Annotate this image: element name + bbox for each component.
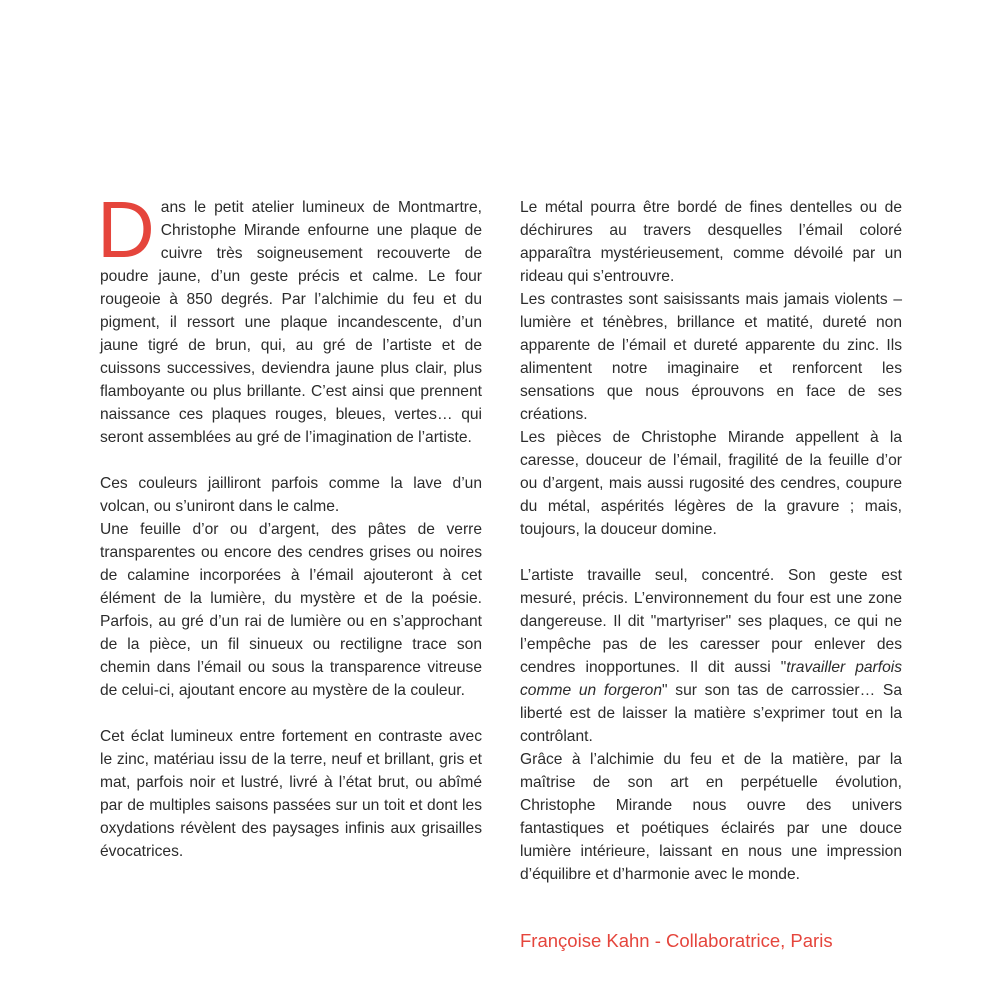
drop-cap: D: [97, 185, 155, 274]
artist-quote-italic: travailler parfois comme un forgeron: [520, 659, 903, 699]
right-column: [520, 196, 902, 886]
paragraph-intro: [97, 185, 482, 449]
paragraph-gold-leaf: Une feuille d’or ou d’argent, des pâtes de verre transparentes ou encore des cendres grises ou noires de calamine incorporées à l’émail ajouteront à cet élément de la lumière, du mystère et de la poésie. Parfois, au gré d’un rai de lumière ou en s’approchant de la pièce, un fil sinueux ou rectiligne trace son chemin dans l’émail ou sous la transparence vitreuse de celui-ci, ajoutant encore au mystère de la couleur.: [100, 521, 482, 699]
paragraph-conclusion: Grâce à l’alchimie du feu et de la matière, par la maîtrise de son art en perpétuelle évolution, Christophe Mirande nous ouvre des univers fantastiques et poétiques éclairés par une douce lumière intérieure, laissant en nous une impression d’équilibre et d’harmonie avec le monde.: [520, 751, 902, 883]
paragraph-spacer: [100, 449, 482, 472]
paragraph-contrasts: Les contrastes sont saisissants mais jamais violents – lumière et ténèbres, brillance et matité, dureté non apparente de l’émail et dureté apparente du zinc. Ils alimentent notre imaginaire et renforcent les sensations que nous éprouvons en face de ses créations.: [520, 291, 902, 423]
author-signature: Françoise Kahn - Collaboratrice, Paris: [520, 930, 833, 951]
paragraph-metal: Le métal pourra être bordé de fines dentelles ou de déchirures au travers desquelles l’émail coloré apparaîtra mystérieusement, comme dévoilé par un rideau qui s’entrouvre.: [520, 199, 902, 285]
paragraph-pieces: Les pièces de Christophe Mirande appellent à la caresse, douceur de l’émail, fragilité de la feuille d’or ou d’argent, mais aussi rugosité des cendres, coupure du métal, aspérités légères de la gravure ; mais, toujours, la douceur domine.: [520, 429, 902, 538]
paragraph-artist: [520, 564, 902, 748]
paragraph-spacer: [100, 702, 482, 725]
paragraph-intro-text: ans le petit atelier lumineux de Montmartre, Christophe Mirande enfourne une plaque de cuivre très soigneusement recouverte de poudre jaune, d’un geste précis et calme. Le four rougeoie à 850 degrés. Par l’alchimie du feu et du pigment, il ressort une plaque incandescente, d’un jaune tigré de brun, qui, au gré de l’artiste et de cuissons successives, deviendra jaune plus clair, plus flamboyante ou plus brillante. C’est ainsi que prennent naissance ces plaques rouges, bleues, vertes… qui seront assemblées au gré de l’imagination de l’artiste.: [100, 199, 482, 446]
artist-text-a: L’artiste travaille seul, concentré. Son geste est mesuré, précis. L’environnement du four est une zone dangereuse. Il dit "martyriser" ses plaques, ce qui ne l’empêche pas de les caresser pour enlever des cendres inopportunes. Il dit aussi ": [520, 567, 902, 676]
artist-text-b: " sur son tas de carrossier… Sa liberté est de laisser la matière s’exprimer tout en la contrôlant.: [520, 682, 902, 745]
paragraph-spacer: [520, 541, 902, 564]
paragraph-colors: Ces couleurs jailliront parfois comme la lave d’un volcan, ou s’uniront dans le calme.: [100, 475, 482, 515]
paragraph-zinc: Cet éclat lumineux entre fortement en contraste avec le zinc, matériau issu de la terre, neuf et brillant, gris et mat, parfois noir et lustré, livré à l’état brut, ou abîmé par de multiples saisons passées sur un toit et dont les oxydations révèlent des paysages infinis aux grisailles évocatrices.: [100, 728, 482, 860]
left-column: [97, 185, 482, 863]
